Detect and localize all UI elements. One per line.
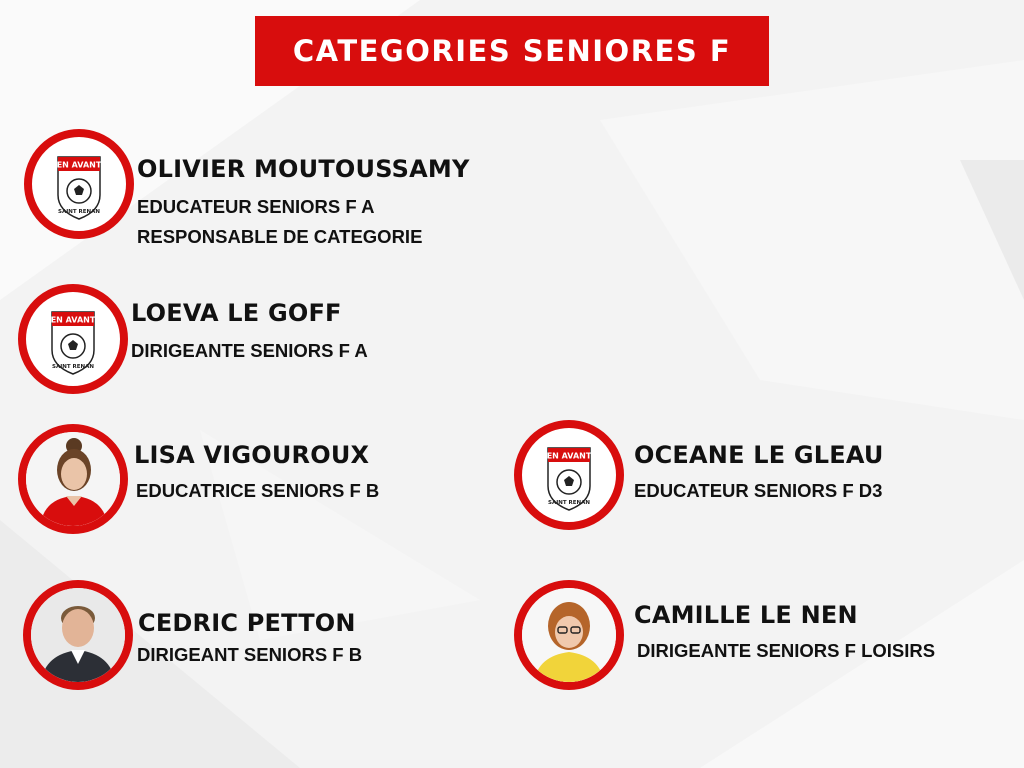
person-role: DIRIGEANT SENIORS F B <box>137 644 363 665</box>
logo-bottom-text: SAINT RENAN <box>58 209 100 215</box>
person-role: EDUCATEUR SENIORS F D3 <box>634 480 883 501</box>
person-role: EDUCATEUR SENIORS F A <box>137 196 375 217</box>
club-logo-icon <box>522 428 616 522</box>
logo-top-text: EN AVANT <box>546 451 592 461</box>
person-name: OCEANE LE GLEAU <box>634 441 884 469</box>
person-role: DIRIGEANTE SENIORS F A <box>131 340 368 361</box>
person-name: CEDRIC PETTON <box>138 609 356 637</box>
person-name: LOEVA LE GOFF <box>131 299 342 327</box>
logo-bottom-text: SAINT RENAN <box>548 500 590 506</box>
logo-top-text: EN AVANT <box>50 315 96 325</box>
person-role: RESPONSABLE DE CATEGORIE <box>137 226 423 247</box>
portrait-photo-avatar <box>23 580 133 690</box>
person-name: CAMILLE LE NEN <box>634 601 858 629</box>
portrait-photo-avatar <box>18 424 128 534</box>
person-role: DIRIGEANTE SENIORS F LOISIRS <box>637 640 936 661</box>
person-photo-icon <box>31 588 125 682</box>
portrait-photo-avatar <box>514 580 624 690</box>
logo-bottom-text: SAINT RENAN <box>52 364 94 370</box>
page-title: CATEGORIES SENIORES F <box>292 34 732 68</box>
person-name: OLIVIER MOUTOUSSAMY <box>137 155 470 183</box>
title-banner <box>255 16 769 86</box>
club-logo-icon <box>26 292 120 386</box>
club-logo-avatar <box>24 129 134 239</box>
logo-top-text: EN AVANT <box>56 160 102 170</box>
person-photo-icon <box>522 588 616 682</box>
person-role: EDUCATRICE SENIORS F B <box>136 480 380 501</box>
club-logo-avatar <box>18 284 128 394</box>
club-logo-avatar <box>514 420 624 530</box>
person-name: LISA VIGOUROUX <box>134 441 370 469</box>
club-logo-icon <box>32 137 126 231</box>
person-photo-icon <box>26 432 120 526</box>
